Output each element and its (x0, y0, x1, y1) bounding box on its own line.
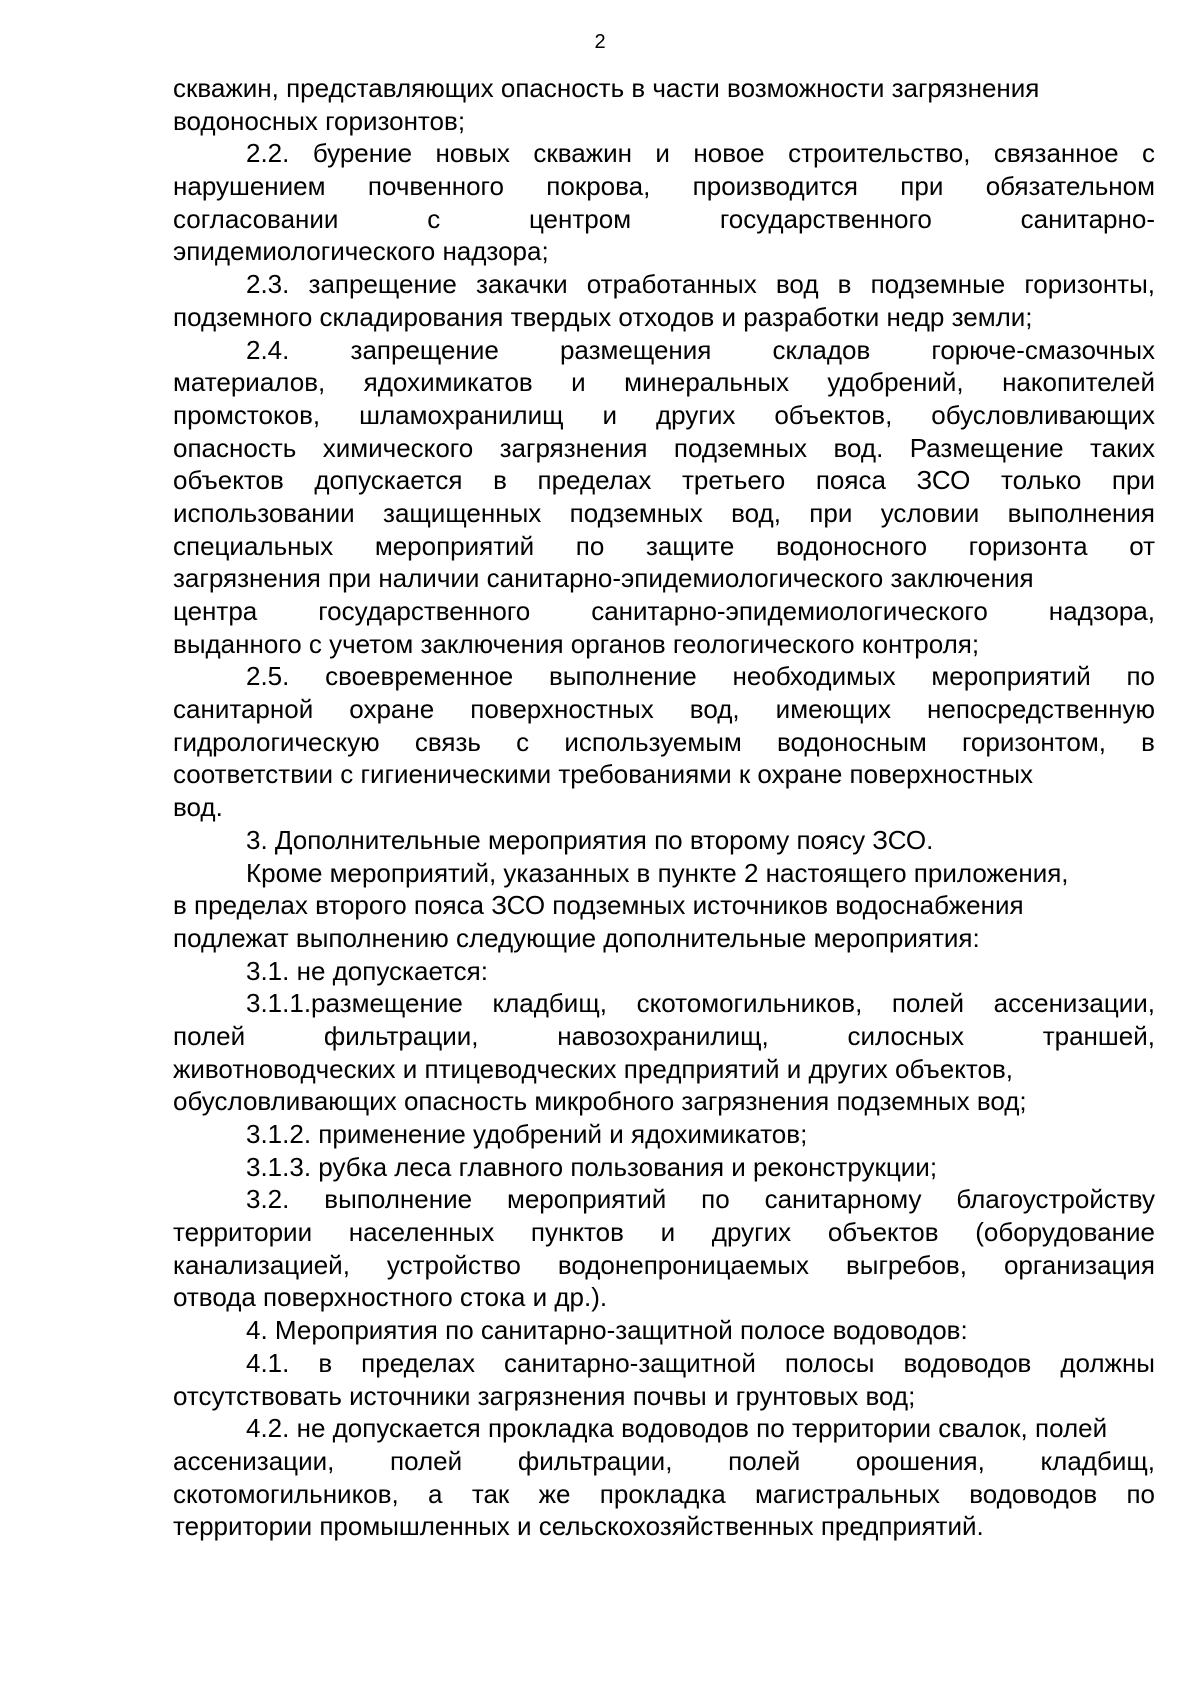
text-line: 2.5. своевременное выполнение необходимых мероприятий по (246, 661, 1155, 692)
page-number: 2 (594, 31, 606, 53)
text-line: соответствии с гигиеническими требованиями к охране поверхностных (173, 759, 1034, 790)
text-line: ассенизации, полей фильтрации, полей орошения, кладбищ, (173, 1445, 1155, 1476)
text-line: 3.1. не допускается: (246, 955, 488, 986)
text-line: отвода поверхностного стока и др.). (173, 1282, 608, 1313)
text-line: санитарной охране поверхностных вод, имеющих непосредственную (173, 694, 1155, 725)
text-line: водоносных горизонтов; (173, 105, 466, 136)
text-line: согласовании с центром государственного санитарно- (173, 203, 1155, 234)
text-line: загрязнения при наличии санитарно-эпидемиологического заключения (173, 563, 1034, 594)
text-line: территории населенных пунктов и других объектов (оборудование (173, 1217, 1155, 1248)
text-line: 3. Дополнительные мероприятия по второму поясу ЗСО. (246, 824, 934, 855)
text-line: 3.1.2. применение удобрений и ядохимикатов; (246, 1119, 808, 1149)
text-line: канализацией, устройство водонепроницаемых выгребов, организация (173, 1249, 1155, 1280)
text-line: Кроме мероприятий, указанных в пункте 2 настоящего приложения, (246, 857, 1069, 888)
text-line: специальных мероприятий по защите водоносного горизонта от (173, 530, 1155, 561)
text-line: обусловливающих опасность микробного загрязнения подземных вод; (173, 1086, 1027, 1117)
text-line: материалов, ядохимикатов и минеральных удобрений, накопителей (173, 367, 1155, 398)
text-line: скотомогильников, а так же прокладка магистральных водоводов по (173, 1478, 1155, 1509)
text-line: 3.1.1.размещение кладбищ, скотомогильников, полей ассенизации, (246, 988, 1155, 1019)
text-line: территории промышленных и сельскохозяйственных предприятий. (173, 1511, 984, 1542)
text-line: вод. (173, 792, 223, 823)
text-line: 3.2. выполнение мероприятий по санитарному благоустройству (246, 1184, 1155, 1215)
text-line: промстоков, шламохранилищ и других объектов, обусловливающих (173, 399, 1155, 430)
text-line: подземного складирования твердых отходов и разработки недр земли; (173, 301, 1033, 332)
text-line: центра государственного санитарно-эпидемиологического надзора, (173, 596, 1155, 626)
text-line: в пределах второго пояса ЗСО подземных источников водоснабжения (173, 890, 1024, 921)
document-body (173, 72, 1155, 1543)
text-line: животноводческих и птицеводческих предприятий и других объектов, (173, 1053, 1013, 1084)
text-line: объектов допускается в пределах третьего пояса ЗСО только при (173, 465, 1155, 496)
text-line: 2.2. бурение новых скважин и новое строительство, связанное с (246, 138, 1155, 169)
text-line: нарушением почвенного покрова, производится при обязательном (173, 171, 1155, 202)
text-line: 2.3. запрещение закачки отработанных вод в подземные горизонты, (246, 269, 1155, 300)
text-line: 4. Мероприятия по санитарно-защитной полосе водоводов: (246, 1315, 968, 1346)
text-line: опасность химического загрязнения подземных вод. Размещение таких (173, 432, 1155, 463)
text-line: 3.1.3. рубка леса главного пользования и реконструкции; (246, 1151, 938, 1182)
text-line: 2.4. запрещение размещения складов горюче-смазочных (246, 334, 1155, 365)
text-line: использовании защищенных подземных вод, при условии выполнения (173, 497, 1155, 528)
text-line: отсутствовать источники загрязнения почвы и грунтовых вод; (173, 1380, 916, 1411)
text-line: 4.2. не допускается прокладка водоводов по территории свалок, полей (246, 1413, 1108, 1444)
text-line: выданного с учетом заключения органов геологического контроля; (173, 628, 980, 659)
text-line: полей фильтрации, навозохранилищ, силосных траншей, (173, 1020, 1155, 1051)
text-line: гидрологическую связь с используемым водоносным горизонтом, в (173, 726, 1155, 757)
text-line: скважин, представляющих опасность в части возможности загрязнения (173, 73, 1040, 103)
text-line: подлежат выполнению следующие дополнительные мероприятия: (173, 922, 980, 953)
text-line: эпидемиологического надзора; (173, 236, 549, 267)
text-line: 4.1. в пределах санитарно-защитной полосы водоводов должны (246, 1347, 1155, 1378)
